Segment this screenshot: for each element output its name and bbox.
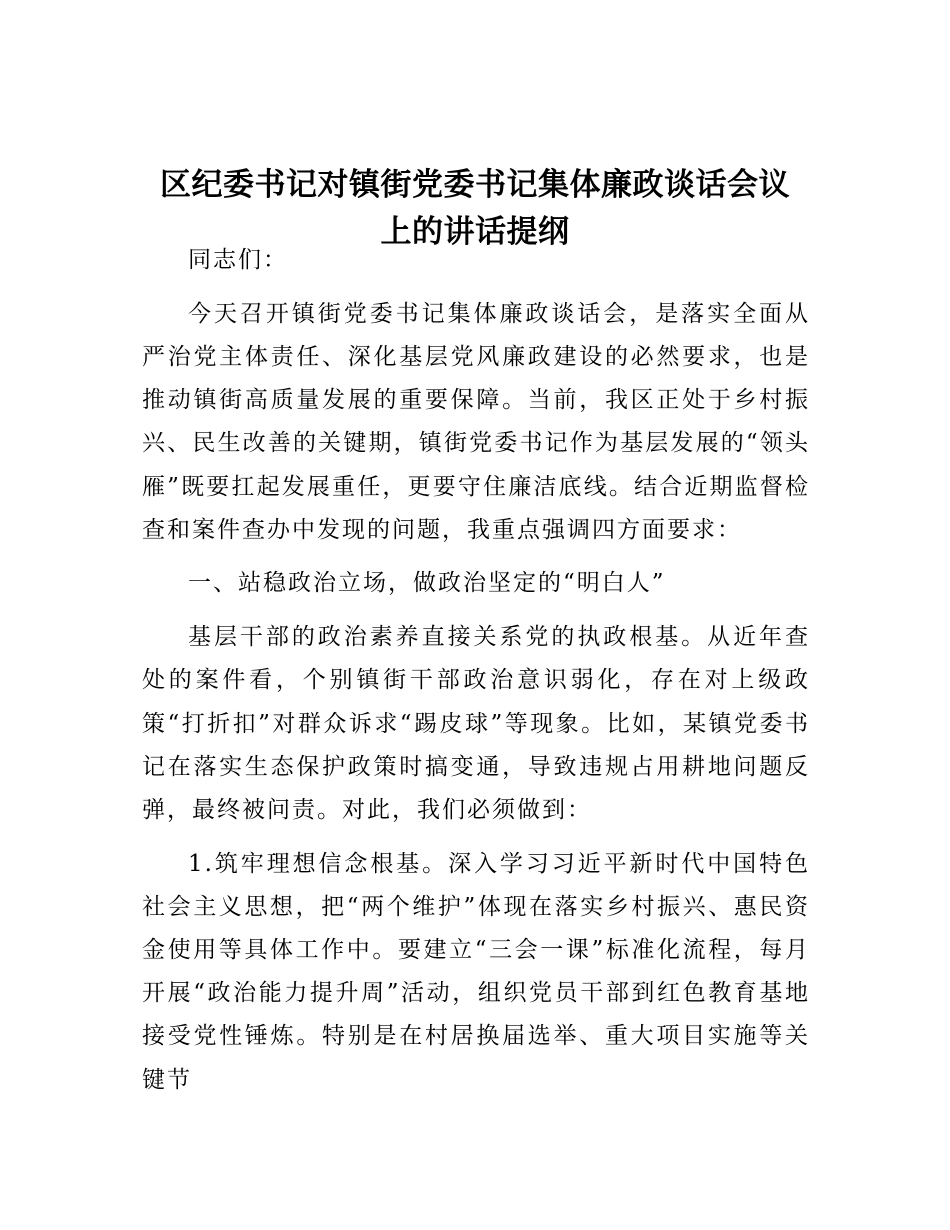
- title-line-2: 上的讲话提纲: [380, 214, 570, 250]
- section-heading-1: 一、站稳政治立场，做政治坚定的“明白人”: [188, 570, 666, 597]
- section-1-paragraph: 基层干部的政治素养直接关系党的执政根基。从近年查处的案件看，个别镇街干部政治意识弱化，存在对上级政策“打折扣”对群众诉求“踢皮球”等现象。比如，某镇党委书记在落实生态保护政策时搞变通，导致违规占用耕地问题反弹，最终被问责。对此，我们必须做到：: [142, 624, 810, 823]
- title-line-1: 区纪委书记对镇街党委书记集体廉政谈话会议: [160, 167, 790, 203]
- salutation: 同志们：: [188, 247, 288, 273]
- document-body: [142, 239, 810, 1112]
- item-1-paragraph: 1.筑牢理想信念根基。深入学习习近平新时代中国特色社会主义思想，把“两个维护”体现在落实乡村振兴、惠民资金使用等具体工作中。要建立“三会一课”标准化流程，每月开展“政治能力提升周”活动，组织党员干部到红色教育基地接受党性锤炼。特别是在村居换届选举、重大项目实施等关键节: [142, 850, 810, 1093]
- intro-paragraph: 今天召开镇街党委书记集体廉政谈话会，是落实全面从严治党主体责任、深化基层党风廉政建设的必然要求，也是推动镇街高质量发展的重要保障。当前，我区正处于乡村振兴、民生改善的关键期，镇街党委书记作为基层发展的“领头雁”既要扛起发展重任，更要守住廉洁底线。结合近期监督检查和案件查办中发现的问题，我重点强调四方面要求：: [142, 300, 810, 543]
